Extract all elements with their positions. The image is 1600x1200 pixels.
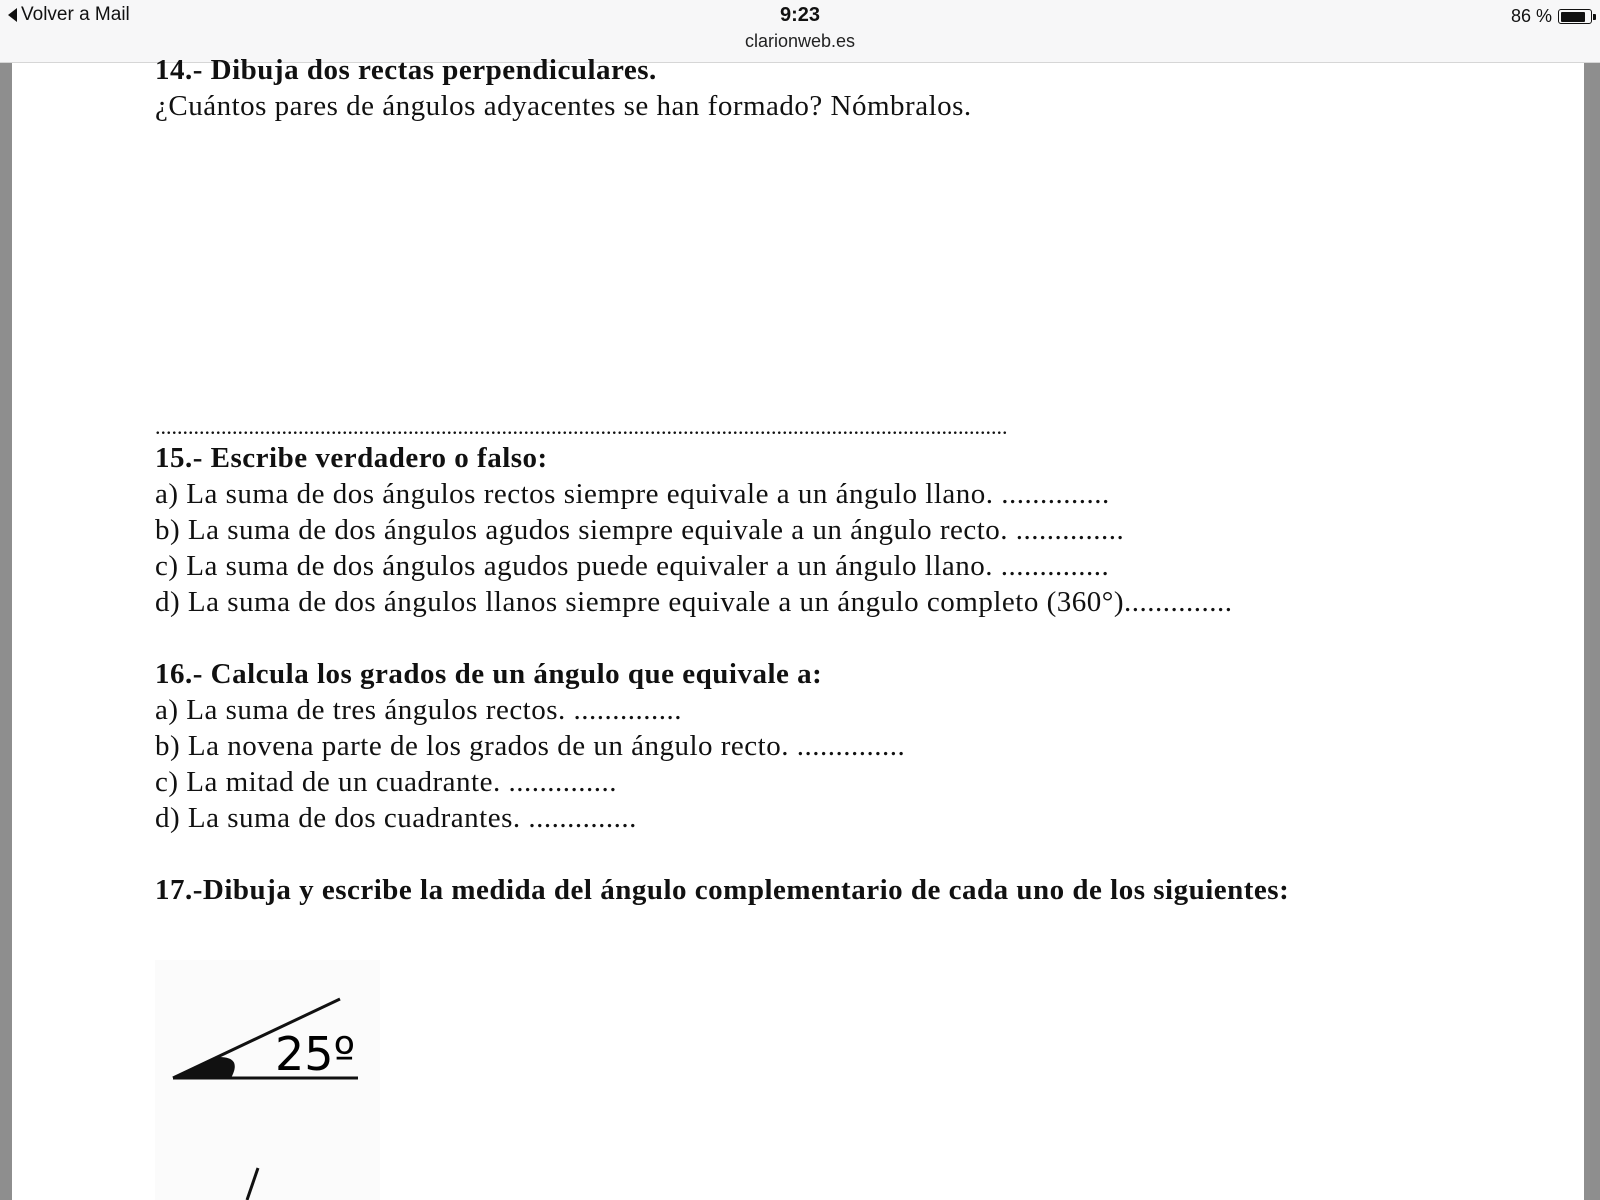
clock: 9:23 <box>779 4 821 26</box>
question-15-item-c: c) La suma de dos ángulos agudos puede equivaler a un ángulo llano. .............. <box>155 550 1110 582</box>
battery-percent: 86 % <box>1510 6 1552 26</box>
battery-indicator <box>1511 6 1592 27</box>
answer-dotted-line: ........................................................................................................................................................... <box>155 414 1008 439</box>
question-16-item-a: a) La suma de tres ángulos rectos. .............. <box>155 694 683 726</box>
angle-measure-label: 25º <box>275 1027 356 1081</box>
angle-arc-mark <box>173 1057 235 1078</box>
url-label[interactable]: clarionweb.es <box>744 31 856 51</box>
back-label: Volver a Mail <box>21 4 130 25</box>
question-14-title: 14.- Dibuja dos rectas perpendiculares. <box>155 54 657 86</box>
question-16-item-d: d) La suma de dos cuadrantes. .............. <box>155 802 637 834</box>
angle-figure <box>155 960 380 1200</box>
left-margin-bar <box>0 63 12 1200</box>
document-page <box>155 52 1455 908</box>
battery-fill <box>1561 12 1586 22</box>
battery-icon <box>1558 9 1592 24</box>
next-figure-ray <box>247 1168 258 1200</box>
question-15-title: 15.- Escribe verdadero o falso: <box>155 442 548 474</box>
question-16-title: 16.- Calcula los grados de un ángulo que equivale a: <box>155 658 823 690</box>
question-16-item-b: b) La novena parte de los grados de un ángulo recto. .............. <box>155 730 906 762</box>
question-16-item-c: c) La mitad de un cuadrante. .............. <box>155 766 617 798</box>
right-margin-bar <box>1584 63 1600 1200</box>
question-15-item-a: a) La suma de dos ángulos rectos siempre equivale a un ángulo llano. .............. <box>155 478 1110 510</box>
question-17-title: 17.-Dibuja y escribe la medida del ángulo complementario de cada uno de los siguientes: <box>155 874 1290 906</box>
question-14-prompt: ¿Cuántos pares de ángulos adyacentes se han formado? Nómbralos. <box>155 90 972 122</box>
question-15-item-d: d) La suma de dos ángulos llanos siempre equivale a un ángulo completo (360°).............. <box>155 586 1233 618</box>
question-15-item-b: b) La suma de dos ángulos agudos siempre equivale a un ángulo recto. .............. <box>155 514 1125 546</box>
